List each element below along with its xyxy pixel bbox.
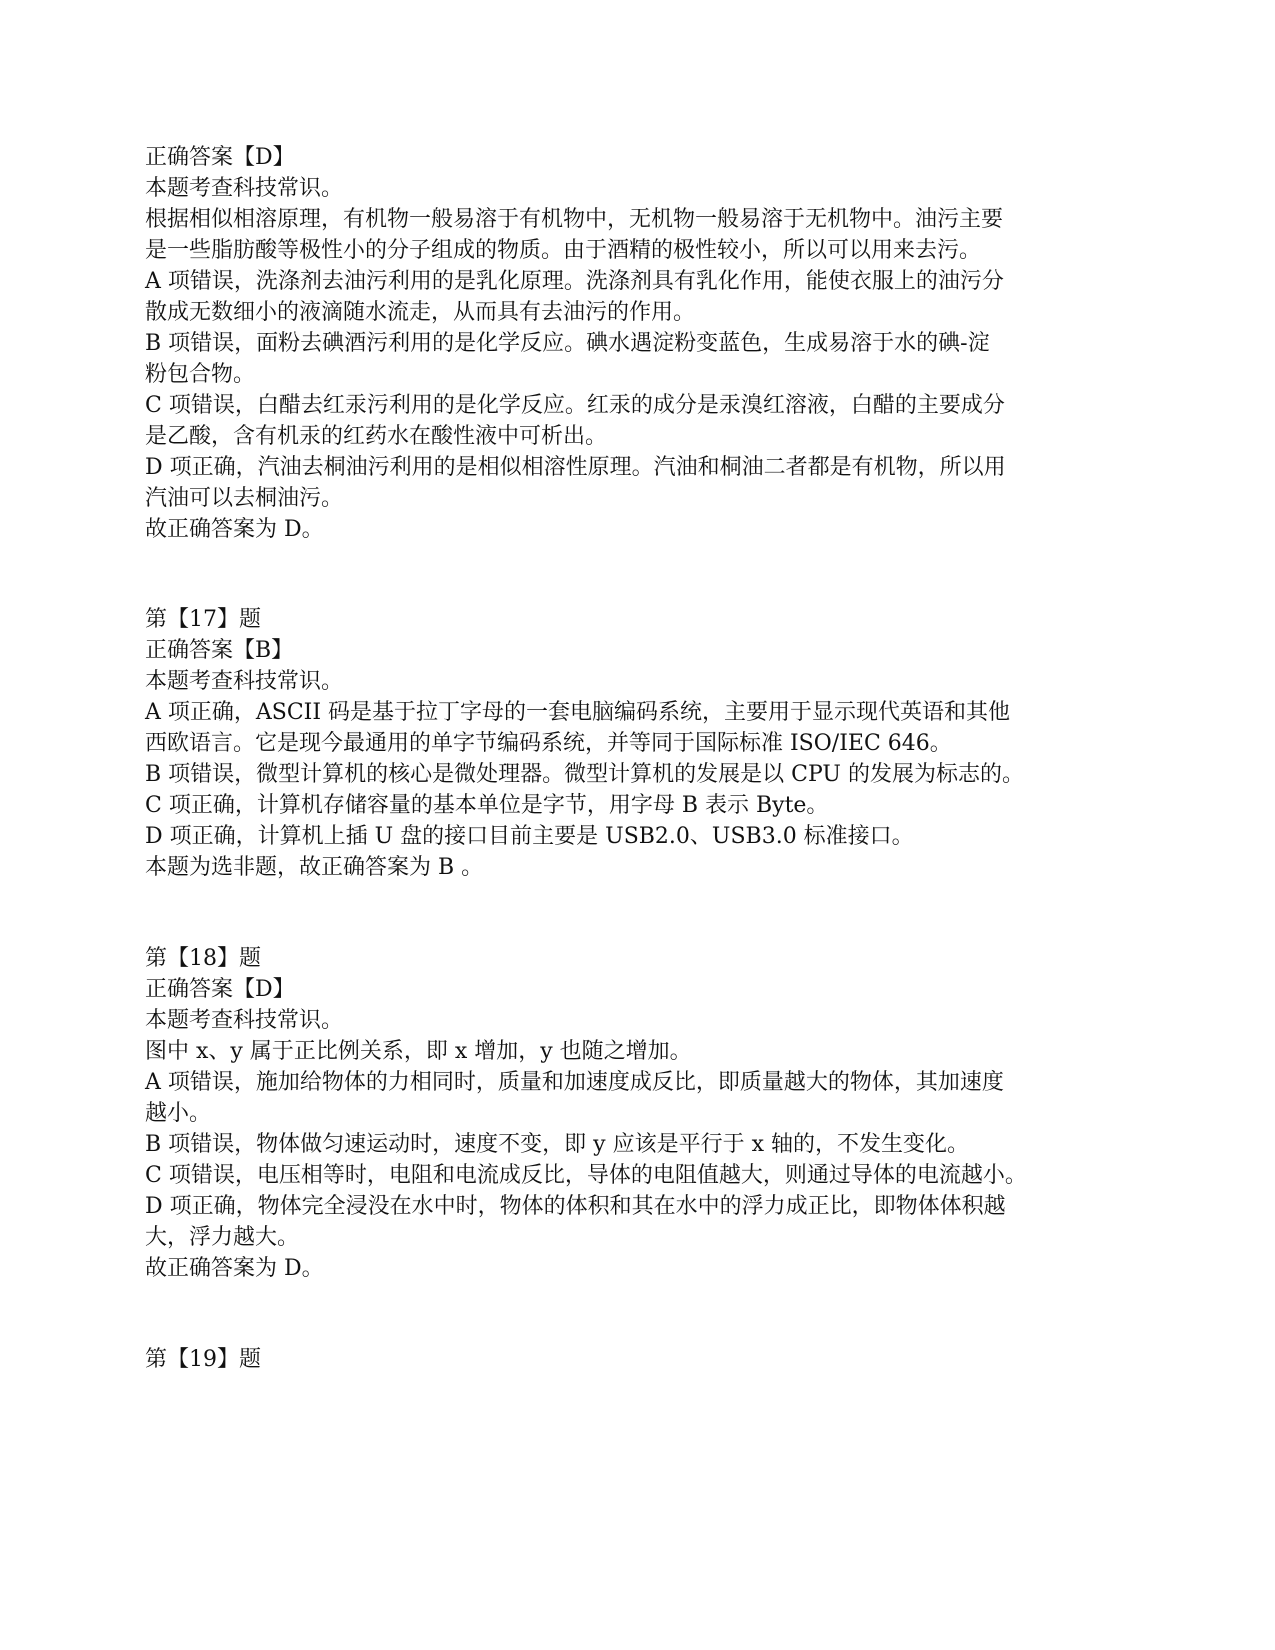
explanation-line: A 项错误，施加给物体的力相同时，质量和加速度成反比，即质量越大的物体，其加速度 bbox=[145, 1070, 1004, 1095]
explanation-line: 本题考查科技常识。 bbox=[145, 176, 344, 201]
explanation-line: 是一些脂肪酸等极性小的分子组成的物质。由于酒精的极性较小，所以可以用来去污。 bbox=[145, 238, 982, 263]
explanation-line: C 项错误，电压相等时，电阻和电流成反比，导体的电阻值越大，则通过导体的电流越小。 bbox=[145, 1163, 1027, 1188]
explanation-line: B 项错误，物体做匀速运动时，速度不变，即 y 应该是平行于 x 轴的，不发生变化。 bbox=[145, 1132, 969, 1157]
explanation-line: D 项正确，汽油去桐油污利用的是相似相溶性原理。汽油和桐油二者都是有机物，所以用 bbox=[145, 455, 1006, 480]
answer-line: 正确答案【B】 bbox=[145, 638, 294, 663]
explanation-line: 大，浮力越大。 bbox=[145, 1225, 300, 1250]
explanation-line: 根据相似相溶原理，有机物一般易溶于有机物中，无机物一般易溶于无机物中。油污主要 bbox=[145, 207, 1004, 232]
explanation-line: 本题考查科技常识。 bbox=[145, 669, 344, 694]
explanation-line: 汽油可以去桐油污。 bbox=[145, 486, 344, 511]
explanation-line: A 项错误，洗涤剂去油污利用的是乳化原理。洗涤剂具有乳化作用，能使衣服上的油污分 bbox=[145, 269, 1004, 294]
explanation-line: D 项正确，物体完全浸没在水中时，物体的体积和其在水中的浮力成正比，即物体体积越 bbox=[145, 1194, 1006, 1219]
question-16-explanation bbox=[145, 142, 1006, 545]
explanation-line: 散成无数细小的液滴随水流走，从而具有去油污的作用。 bbox=[145, 300, 696, 325]
explanation-line: 越小。 bbox=[145, 1101, 212, 1126]
answer-line: 正确答案【D】 bbox=[145, 145, 295, 170]
explanation-line: C 项正确，计算机存储容量的基本单位是字节，用字母 B 表示 Byte。 bbox=[145, 793, 829, 818]
answer-line: 正确答案【D】 bbox=[145, 977, 295, 1002]
question-19-header bbox=[145, 1344, 261, 1375]
conclusion-line: 本题为选非题，故正确答案为 B 。 bbox=[145, 855, 484, 880]
question-title: 第【19】题 bbox=[145, 1347, 261, 1372]
question-title: 第【18】题 bbox=[145, 946, 261, 971]
explanation-line: A 项正确，ASCII 码是基于拉丁字母的一套电脑编码系统，主要用于显示现代英语和其他 bbox=[145, 700, 1011, 725]
explanation-line: 西欧语言。它是现今最通用的单字节编码系统，并等同于国际标准 ISO/IEC 646。 bbox=[145, 731, 952, 756]
explanation-line: B 项错误，面粉去碘酒污利用的是化学反应。碘水遇淀粉变蓝色，生成易溶于水的碘-淀 bbox=[145, 331, 990, 356]
explanation-line: 是乙酸，含有机汞的红药水在酸性液中可析出。 bbox=[145, 424, 608, 449]
question-18-explanation bbox=[145, 943, 1027, 1284]
question-title: 第【17】题 bbox=[145, 607, 261, 632]
explanation-line: 本题考查科技常识。 bbox=[145, 1008, 344, 1033]
explanation-line: B 项错误，微型计算机的核心是微处理器。微型计算机的发展是以 CPU 的发展为标志的。 bbox=[145, 762, 1024, 787]
question-17-explanation bbox=[145, 604, 1024, 883]
explanation-line: 粉包合物。 bbox=[145, 362, 256, 387]
conclusion-line: 故正确答案为 D。 bbox=[145, 517, 324, 542]
explanation-line: D 项正确，计算机上插 U 盘的接口目前主要是 USB2.0、USB3.0 标准接口。 bbox=[145, 824, 914, 849]
explanation-line: 图中 x、y 属于正比例关系，即 x 增加，y 也随之增加。 bbox=[145, 1039, 692, 1064]
explanation-line: C 项错误，白醋去红汞污利用的是化学反应。红汞的成分是汞溴红溶液，白醋的主要成分 bbox=[145, 393, 1005, 418]
conclusion-line: 故正确答案为 D。 bbox=[145, 1256, 324, 1281]
